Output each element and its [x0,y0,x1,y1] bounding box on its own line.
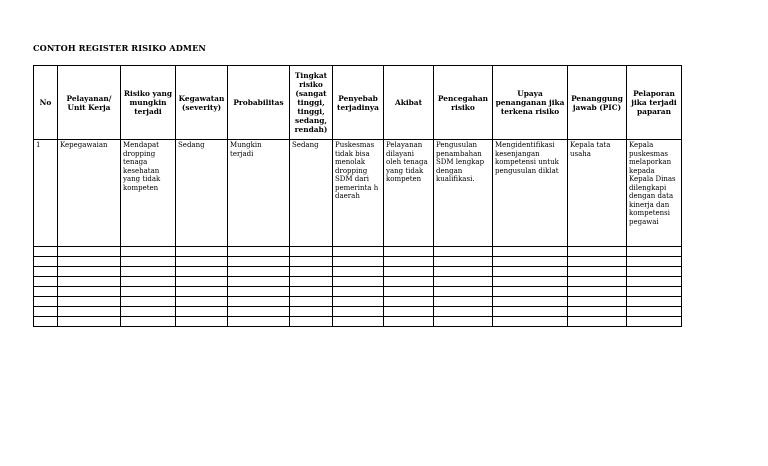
empty-table-row [34,297,682,307]
empty-table-cell [34,307,58,317]
empty-table-cell [493,267,568,277]
empty-table-cell [434,317,493,327]
empty-table-cell [176,317,228,327]
empty-table-cell [290,277,333,287]
table-cell [384,140,434,247]
empty-table-cell [568,247,627,257]
empty-table-cell [434,277,493,287]
header-reporting: Pelaporan jika terjadi paparan [627,66,682,140]
empty-table-cell [176,257,228,267]
empty-table-cell [176,297,228,307]
empty-table-cell [228,317,290,327]
empty-table-cell [384,277,434,287]
empty-table-cell [333,247,384,257]
table-cell [568,140,627,247]
empty-table-cell [333,257,384,267]
empty-table-cell [228,287,290,297]
empty-table-cell [121,307,176,317]
empty-table-cell [290,257,333,267]
empty-table-cell [568,297,627,307]
cell-pic: Kepala tata usaha [570,141,611,158]
empty-table-cell [34,297,58,307]
empty-table-cell [493,297,568,307]
cell-risk-level: Sedang [292,141,319,149]
empty-table-cell [290,247,333,257]
empty-table-cell [627,317,682,327]
empty-table-cell [290,267,333,277]
risk-register-table [33,65,682,327]
empty-table-cell [333,267,384,277]
empty-table-cell [34,247,58,257]
empty-table-cell [121,287,176,297]
empty-table-cell [58,317,121,327]
empty-table-cell [493,317,568,327]
empty-table-cell [121,257,176,267]
empty-table-cell [58,267,121,277]
document-title: CONTOH REGISTER RISIKO ADMEN [33,43,207,53]
empty-table-cell [176,277,228,287]
empty-table-row [34,277,682,287]
empty-table-cell [384,257,434,267]
empty-table-cell [493,257,568,267]
empty-table-cell [493,277,568,287]
empty-table-cell [568,257,627,267]
empty-table-cell [434,307,493,317]
header-probability: Probabilitas [228,66,290,140]
empty-table-cell [568,277,627,287]
header-risk-level: Tingkat risiko (sangat tinggi, tinggi, sedang, rendah) [290,66,333,140]
empty-table-cell [290,297,333,307]
cell-effect: Pelayanan dilayani oleh tenaga yang tidak kompeten [386,141,428,183]
empty-table-cell [228,247,290,257]
header-unit: Pelayanan/ Unit Kerja [58,66,121,140]
empty-table-cell [58,277,121,287]
header-prevention: Pencegahan risiko [434,66,493,140]
empty-table-cell [568,287,627,297]
empty-table-cell [384,297,434,307]
empty-table-cell [34,267,58,277]
empty-table-row [34,307,682,317]
empty-table-cell [627,307,682,317]
empty-table-cell [58,257,121,267]
table-cell [333,140,384,247]
table-cell [434,140,493,247]
empty-table-cell [384,247,434,257]
header-cause: Penyebab terjadinya [333,66,384,140]
empty-table-cell [627,287,682,297]
empty-table-cell [290,307,333,317]
empty-table-cell [493,247,568,257]
empty-table-row [34,247,682,257]
empty-table-cell [627,277,682,287]
cell-unit: Kepegawaian [60,141,108,149]
table-cell [34,140,58,247]
empty-table-cell [568,317,627,327]
empty-table-cell [121,267,176,277]
empty-table-cell [627,297,682,307]
empty-table-cell [34,317,58,327]
empty-table-cell [176,247,228,257]
empty-table-cell [333,317,384,327]
header-effect: Akibat [384,66,434,140]
header-handling: Upaya penanganan jika terkena risiko [493,66,568,140]
header-risk: Risiko yang mungkin terjadi [121,66,176,140]
table-cell [228,140,290,247]
table-cell [58,140,121,247]
empty-table-cell [627,257,682,267]
empty-table-cell [34,287,58,297]
table-cell [627,140,682,247]
empty-table-cell [434,267,493,277]
empty-table-cell [384,307,434,317]
empty-table-cell [58,287,121,297]
empty-table-row [34,267,682,277]
empty-table-cell [384,267,434,277]
empty-table-cell [568,267,627,277]
table-cell [121,140,176,247]
empty-table-cell [121,317,176,327]
empty-table-cell [384,317,434,327]
empty-table-cell [58,247,121,257]
cell-prevention: Pengusulan penambahan SDM lengkap dengan kualifikasi. [436,141,485,183]
empty-table-cell [434,297,493,307]
empty-table-cell [176,287,228,297]
empty-table-row [34,287,682,297]
header-no: No [34,66,58,140]
cell-risk: Mendapat dropping tenaga kesehatan yang tidak kompeten [123,141,161,192]
empty-table-cell [434,247,493,257]
empty-table-cell [434,287,493,297]
empty-table-cell [176,307,228,317]
empty-table-cell [333,297,384,307]
empty-table-cell [34,257,58,267]
empty-table-cell [121,277,176,287]
empty-table-cell [384,287,434,297]
table-cell [176,140,228,247]
cell-no: 1 [36,141,41,149]
empty-table-cell [228,257,290,267]
empty-table-cell [333,307,384,317]
cell-handling: Mengidentifikasi kesenjangan kompetensi untuk pengusulan diklat [495,141,559,175]
cell-severity: Sedang [178,141,205,149]
header-severity: Kegawatan (severity) [176,66,228,140]
empty-table-cell [290,287,333,297]
empty-table-cell [627,247,682,257]
empty-table-cell [121,247,176,257]
empty-table-cell [568,307,627,317]
empty-table-cell [627,267,682,277]
empty-table-cell [333,277,384,287]
table-row [34,140,682,247]
cell-cause: Puskesmas tidak bisa menolak dropping SDM dari pemerinta h daerah [335,141,379,200]
header-pic: Penanggung jawab (PIC) [568,66,627,140]
empty-table-cell [58,297,121,307]
header-row [34,66,682,140]
empty-table-cell [176,267,228,277]
empty-table-cell [228,297,290,307]
table-cell [290,140,333,247]
empty-table-cell [228,277,290,287]
empty-table-cell [58,307,121,317]
cell-probability: Mungkin terjadi [230,141,262,158]
empty-table-cell [493,307,568,317]
empty-table-cell [434,257,493,267]
empty-table-cell [290,317,333,327]
empty-table-cell [228,307,290,317]
cell-reporting: Kepala puskesmas melaporkan kepada Kepala Dinas dilengkapi dengan data kinerja dan kompetensi pegawai [629,141,676,226]
empty-table-row [34,317,682,327]
empty-table-cell [228,267,290,277]
empty-table-cell [121,297,176,307]
table-cell [493,140,568,247]
empty-table-row [34,257,682,267]
empty-table-cell [34,277,58,287]
empty-table-cell [493,287,568,297]
empty-table-cell [333,287,384,297]
